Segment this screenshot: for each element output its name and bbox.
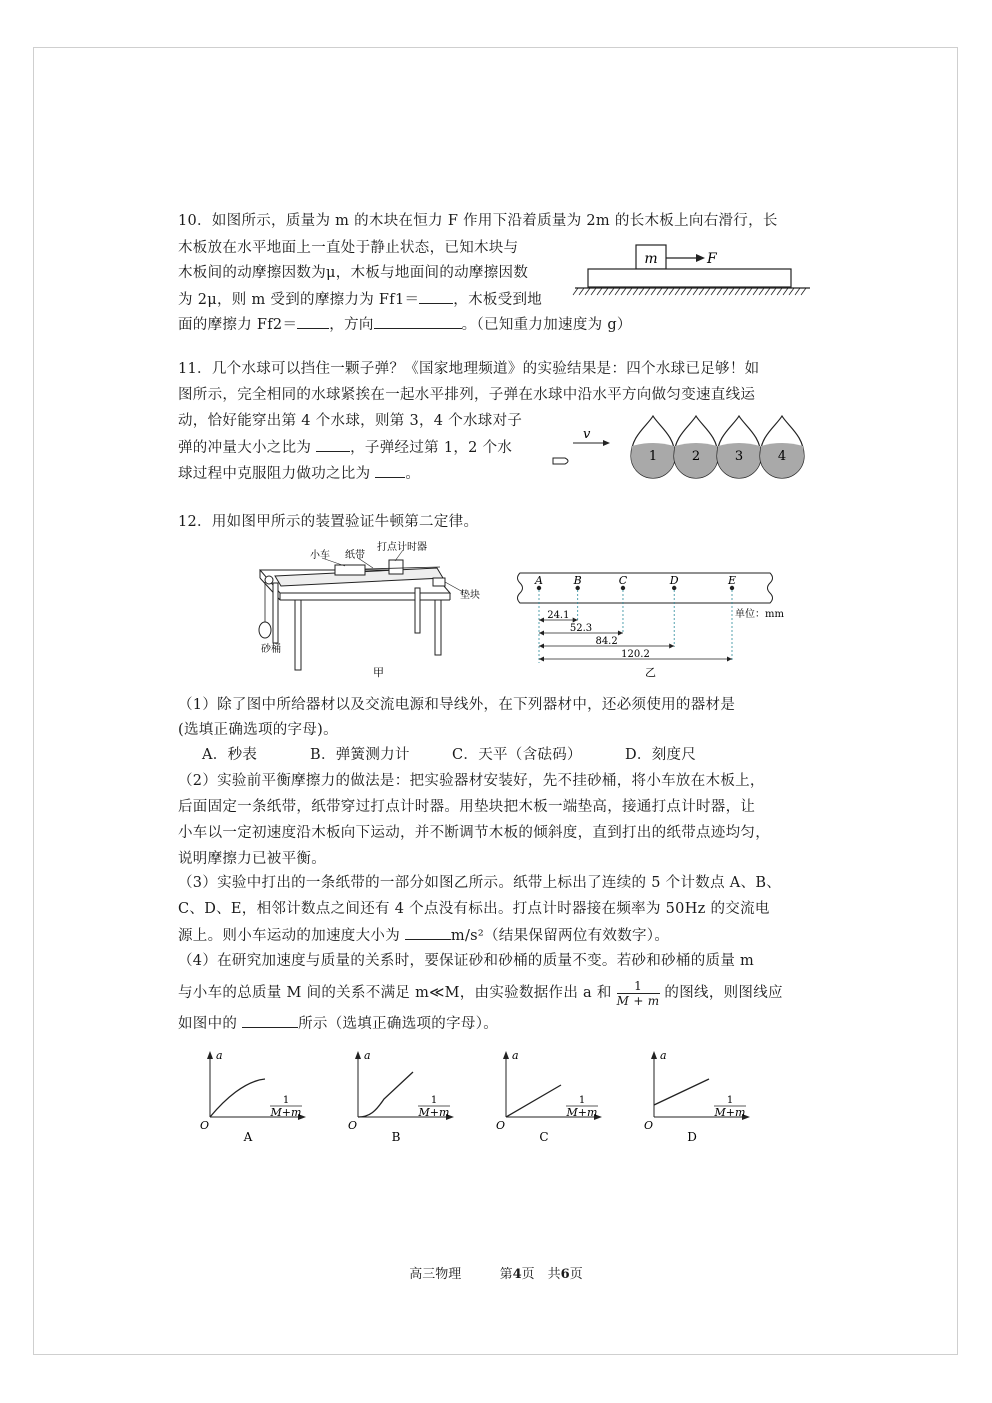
- fraction-denominator: M + m: [616, 993, 660, 1008]
- q12-p3-line-3-end: m/s²（结果保留两位有效数字）。: [450, 928, 670, 944]
- hatch-line: [783, 288, 788, 295]
- graph-curve: [210, 1079, 265, 1117]
- y-axis-arrowhead: [503, 1051, 509, 1059]
- pad-block: [433, 578, 445, 586]
- fraction-numerator: 1: [617, 979, 660, 994]
- q12-p3-line-2: C、D、E，相邻计数点之间还有 4 个点没有标出。打点计时器接在频率为 50Hz 的交流电: [178, 901, 770, 917]
- table-leg: [273, 583, 278, 643]
- hatch-line: [747, 288, 752, 295]
- x-axis-numerator: 1: [578, 1095, 586, 1106]
- distance-label: 52.3: [569, 623, 593, 634]
- hatch-line: [723, 288, 728, 295]
- label-cart: 小车: [310, 550, 330, 561]
- hatch-line: [615, 288, 620, 295]
- answer-blank[interactable]: [297, 314, 329, 329]
- graphs-group: [200, 1049, 750, 1144]
- q12-p4-line-3-end: 所示（选填正确选项的字母）。: [298, 1016, 499, 1032]
- tape-unit: 单位：mm: [735, 609, 784, 620]
- bullet-icon: [553, 458, 568, 464]
- y-axis-arrowhead: [355, 1051, 361, 1059]
- distance-arrowhead: [669, 644, 674, 649]
- hatch-line: [573, 288, 578, 295]
- footer-page-suffix: 页: [569, 1267, 583, 1282]
- x-axis-denominator: M+m: [418, 1106, 450, 1119]
- q12-title: 12．用如图甲所示的装置验证牛顿第二定律。: [178, 514, 479, 530]
- graph-option-label: A: [243, 1130, 253, 1144]
- tape-point-label: B: [573, 574, 582, 587]
- water-ball-label: 2: [691, 449, 701, 464]
- q11-line-5-end: 。: [405, 466, 421, 482]
- q12-p4-line-2-start: 与小车的总质量 M 间的关系不满足 m≪M，由实验数据作出 a 和: [178, 985, 612, 1001]
- answer-blank[interactable]: [375, 463, 405, 478]
- hatch-line: [579, 288, 584, 295]
- q12-p3-line-3: [178, 925, 669, 946]
- distance-label: 84.2: [595, 636, 618, 647]
- hatch-line: [765, 288, 770, 295]
- distance-arrowhead: [539, 631, 544, 636]
- ticker-timer: [389, 560, 403, 574]
- q10-line-5-end: 。（已知重力加速度为 g）: [461, 317, 632, 333]
- distance-label: 120.2: [621, 649, 650, 660]
- q11-line-5-start: 球过程中克服阻力做功之比为: [178, 466, 376, 482]
- answer-blank[interactable]: [374, 314, 462, 329]
- x-axis-numerator: 1: [430, 1095, 438, 1106]
- graph-option-label: D: [687, 1130, 697, 1144]
- q11-line-4-end: ，子弹经过第 1，2 个水: [350, 440, 513, 456]
- footer-page-number: 4: [512, 1267, 522, 1282]
- x-axis-denominator: M+m: [714, 1106, 746, 1119]
- hatch-line: [597, 288, 602, 295]
- hatch-line: [729, 288, 734, 295]
- caption-jia: 甲: [373, 666, 384, 679]
- q12-p2-line-4: 说明摩擦力已被平衡。: [178, 851, 326, 867]
- long-board: [588, 269, 791, 287]
- q10-line-4: [178, 289, 542, 310]
- q11-line-2: 图所示，完全相同的水球紧挨在一起水平排列，子弹在水球中沿水平方向做匀变速直线运: [178, 387, 756, 403]
- hatch-line: [609, 288, 614, 295]
- q12-p2-line-2: 后面固定一条纸带，纸带穿过打点计时器。用垫块把木板一端垫高，接通打点计时器，让: [178, 799, 756, 815]
- y-axis-label: a: [364, 1049, 371, 1062]
- graph-curve: [358, 1072, 413, 1117]
- water-ball-label: 4: [777, 449, 787, 464]
- force-arrowhead: [696, 254, 705, 262]
- distance-label: 24.1: [547, 610, 570, 621]
- q10-line-3: 木板间的动摩擦因数为μ，木板与地面间的动摩擦因数: [178, 265, 529, 281]
- q11-line-1: 11．几个水球可以挡住一颗子弹？《国家地理频道》的实验结果是：四个水球已足够！如: [178, 361, 760, 377]
- distance-arrowhead: [539, 657, 544, 662]
- q11-line-4-start: 弹的冲量大小之比为: [178, 440, 317, 456]
- mass-label: m: [644, 251, 658, 267]
- hatch-line: [585, 288, 590, 295]
- graph-C: [496, 1049, 602, 1144]
- label-tape: 纸带: [345, 550, 365, 561]
- hatch-line: [699, 288, 704, 295]
- q10-line-1: 10．如图所示，质量为 m 的木块在恒力 F 作用下沿着质量为 2m 的长木板上向右滑行，长: [178, 213, 778, 229]
- hatch-line: [741, 288, 746, 295]
- graph-curve: [654, 1079, 709, 1105]
- q12-p1-line-2: (选填正确选项的字母)。: [178, 722, 338, 738]
- distance-arrowhead: [539, 644, 544, 649]
- graph-curve: [506, 1085, 561, 1117]
- x-axis-denominator: M+m: [270, 1106, 302, 1119]
- x-axis-denominator: M+m: [566, 1106, 598, 1119]
- hatch-line: [705, 288, 710, 295]
- fraction: [617, 979, 660, 1008]
- velocity-label: v: [583, 427, 591, 442]
- label-timer: 打点计时器: [377, 542, 427, 553]
- force-label: F: [707, 251, 717, 267]
- graph-option-label: B: [391, 1130, 401, 1144]
- q11-line-4: [178, 437, 512, 458]
- sand-bucket: [259, 622, 271, 638]
- distance-arrowhead: [727, 657, 732, 662]
- distance-arrowhead: [573, 618, 578, 623]
- hatch-line: [675, 288, 680, 295]
- footer-page-total: 6: [560, 1267, 570, 1282]
- q12-p3-line-1: （3）实验中打出的一条纸带的一部分如图乙所示。纸带上标出了连续的 5 个计数点 A、B、: [178, 875, 782, 891]
- hatch-line: [591, 288, 596, 295]
- water-ball-label: 3: [734, 449, 744, 464]
- q12-p4-line-1: （4）在研究加速度与质量的关系时，要保证砂和砂桶的质量不变。若砂和砂桶的质量 m: [178, 953, 755, 969]
- x-axis-numerator: 1: [726, 1095, 734, 1106]
- hatch-line: [621, 288, 626, 295]
- hatch-line: [711, 288, 716, 295]
- q11-line-5: [178, 463, 420, 484]
- footer-page-prefix: 第: [499, 1267, 513, 1282]
- apparatus-figure-jia: [255, 538, 485, 683]
- hatch-line: [687, 288, 692, 295]
- option-c: C．天平（含砝码）: [452, 747, 582, 763]
- q10-line-4-start: 为 2μ，则 m 受到的摩擦力为 Ff1＝: [178, 292, 420, 308]
- option-a: A．秒表: [202, 747, 258, 763]
- hatch-line: [801, 288, 806, 295]
- hatch-line: [633, 288, 638, 295]
- hatch-line: [651, 288, 656, 295]
- answer-blank[interactable]: [242, 1013, 298, 1028]
- velocity-arrowhead: [603, 440, 610, 446]
- distance-arrowhead: [539, 618, 544, 623]
- q12-p4-line-2: [178, 974, 783, 1012]
- hatch-line: [603, 288, 608, 295]
- ground-hatching: [573, 288, 806, 295]
- hatch-line: [681, 288, 686, 295]
- tape-point-label: A: [535, 574, 543, 587]
- hatch-line: [627, 288, 632, 295]
- origin-label: O: [200, 1119, 210, 1132]
- water-balls-group: [631, 416, 804, 478]
- footer-page-mid: 页 共: [521, 1267, 561, 1282]
- y-axis-arrowhead: [651, 1051, 657, 1059]
- q10-line-5: [178, 314, 632, 335]
- graph-B: [348, 1049, 454, 1144]
- tape-point-label: E: [727, 574, 737, 587]
- q12-p4-line-3: [178, 1013, 498, 1034]
- water-balls-figure: [545, 410, 815, 495]
- hatch-line: [777, 288, 782, 295]
- option-d: D．刻度尺: [625, 747, 697, 763]
- origin-label: O: [496, 1119, 506, 1132]
- y-axis-label: a: [660, 1049, 667, 1062]
- hatch-line: [645, 288, 650, 295]
- page-footer: [0, 1263, 992, 1282]
- hatch-line: [771, 288, 776, 295]
- graph-option-label: C: [539, 1130, 549, 1144]
- hatch-line: [657, 288, 662, 295]
- footer-subject: 高三物理: [409, 1267, 462, 1282]
- y-axis-arrowhead: [207, 1051, 213, 1059]
- q10-line-2: 木板放在水平地面上一直处于静止状态，已知木块与: [178, 240, 519, 256]
- q12-p2-line-3: 小车以一定初速度沿木板向下运动，并不断调节木板的倾斜度，直到打出的纸带点迹均匀，: [178, 825, 770, 841]
- option-b: B．弹簧测力计: [310, 747, 410, 763]
- q12-p3-line-3-start: 源上。则小车运动的加速度大小为: [178, 928, 405, 944]
- hatch-line: [795, 288, 800, 295]
- table-leg: [435, 600, 441, 655]
- hatch-line: [759, 288, 764, 295]
- cart: [335, 565, 365, 575]
- pulley: [265, 576, 273, 584]
- q12-p1-line-1: （1）除了图中所给器材以及交流电源和导线外，在下列器材中，还必须使用的器材是: [178, 697, 736, 713]
- graph-D: [644, 1049, 750, 1144]
- label-pad: 垫块: [460, 590, 480, 601]
- q11-line-3: 动，恰好能穿出第 4 个水球，则第 3，4 个水球对子: [178, 413, 523, 429]
- answer-blank[interactable]: [316, 437, 350, 452]
- hatch-line: [669, 288, 674, 295]
- hatch-line: [753, 288, 758, 295]
- label-bucket: 砂桶: [261, 644, 281, 655]
- hatch-line: [717, 288, 722, 295]
- q10-line-5-start: 面的摩擦力 Ff2＝: [178, 317, 298, 333]
- hatch-line: [735, 288, 740, 295]
- hatch-line: [789, 288, 794, 295]
- answer-graphs: [195, 1045, 795, 1150]
- water-ball-label: 1: [648, 449, 658, 464]
- q12-p4-line-3-start: 如图中的: [178, 1016, 243, 1032]
- table-leg: [415, 588, 420, 633]
- paper-tape-figure-yi: [515, 568, 800, 683]
- caption-yi: 乙: [645, 666, 656, 679]
- hatch-line: [639, 288, 644, 295]
- q12-p4-line-2-end: 的图线，则图线应: [664, 985, 783, 1001]
- table-leg: [295, 600, 301, 670]
- hatch-line: [693, 288, 698, 295]
- origin-label: O: [644, 1119, 654, 1132]
- q10-line-4-end: ，木板受到地: [453, 292, 543, 308]
- y-axis-label: a: [512, 1049, 519, 1062]
- tape-point-label: C: [618, 574, 628, 587]
- hatch-line: [663, 288, 668, 295]
- y-axis-label: a: [216, 1049, 223, 1062]
- q12-p2-line-1: （2）实验前平衡摩擦力的做法是：把实验器材安装好，先不挂砂桶，将小车放在木板上，: [178, 773, 765, 789]
- distance-arrowhead: [618, 631, 623, 636]
- q10-line-5-mid: ，方向: [329, 317, 374, 333]
- x-axis-numerator: 1: [282, 1095, 290, 1106]
- graph-A: [200, 1049, 306, 1144]
- tape-point-label: D: [669, 574, 679, 587]
- answer-blank[interactable]: [419, 289, 453, 304]
- answer-blank[interactable]: [405, 925, 451, 940]
- origin-label: O: [348, 1119, 358, 1132]
- block-on-board-figure: [570, 238, 815, 300]
